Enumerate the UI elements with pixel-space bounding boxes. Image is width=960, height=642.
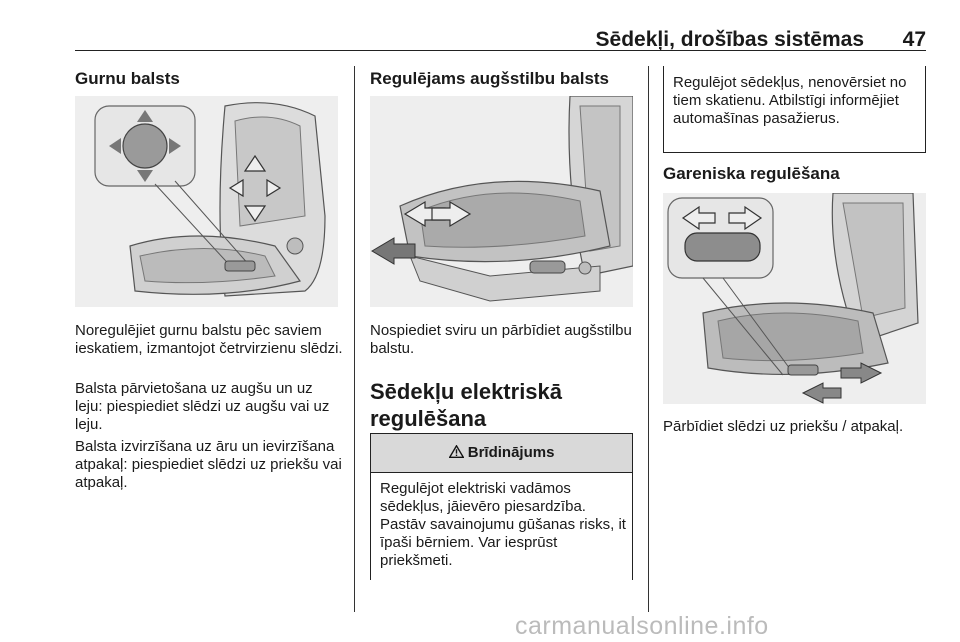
warning-header (371, 434, 632, 473)
lumbar-paragraph-1: Noregulējiet gurnu balstu pēc saviem ieskatiem, izmantojot četrvirzienu slēdzi. (75, 322, 343, 357)
page-header (75, 28, 926, 50)
page-number: 47 (902, 28, 926, 51)
longitudinal-adjustment-heading: Gareniska regulēšana (663, 164, 840, 183)
longitudinal-adjustment-illustration (663, 193, 926, 404)
thigh-support-illustration (370, 96, 633, 307)
lumbar-support-heading: Gurnu balsts (75, 69, 180, 88)
header-rule (75, 50, 926, 51)
note-box (663, 66, 926, 153)
lumbar-paragraph-2: Balsta pārvietošana uz augšu un uz leju: piespiediet slēdzi uz augšu vai uz leju. (75, 380, 330, 433)
thigh-paragraph: Nospiediet sviru un pārbīdiet augšstilbu balstu. (370, 322, 632, 357)
column-divider-2 (648, 66, 649, 612)
lumbar-support-illustration (75, 96, 338, 307)
electric-adjustment-heading: Sēdekļu elektriskā regulēšana (370, 379, 563, 431)
longitudinal-paragraph: Pārbīdiet slēdzi uz priekšu / atpakaļ. (663, 418, 904, 435)
warning-triangle-icon (449, 444, 468, 461)
header-title: Sēdekļi, drošības sistēmas (595, 28, 864, 51)
watermark: carmanualsonline.info (515, 612, 769, 640)
note-text: Regulējot sēdekļus, nenovērsiet no tiem skatienu. Atbilstīgi informējiet automašīnas pasažierus. (673, 74, 907, 127)
thigh-support-heading: Regulējams augšstilbu balsts (370, 69, 610, 88)
column-divider-1 (354, 66, 355, 612)
warning-box (370, 433, 633, 580)
lumbar-paragraph-3: Balsta izvirzīšana uz āru un ievirzīšana atpakaļ: piespiediet slēdzi uz priekšu vai atpakaļ. (75, 438, 342, 491)
warning-text: Regulējot elektriski vadāmos sēdekļus, jāievēro piesardzība. Pastāv savainojumu gūšanas risks, it īpaši bērniem. Var iesprūst priekšmeti. (380, 480, 626, 569)
warning-title: Brīdinājums (467, 444, 555, 461)
